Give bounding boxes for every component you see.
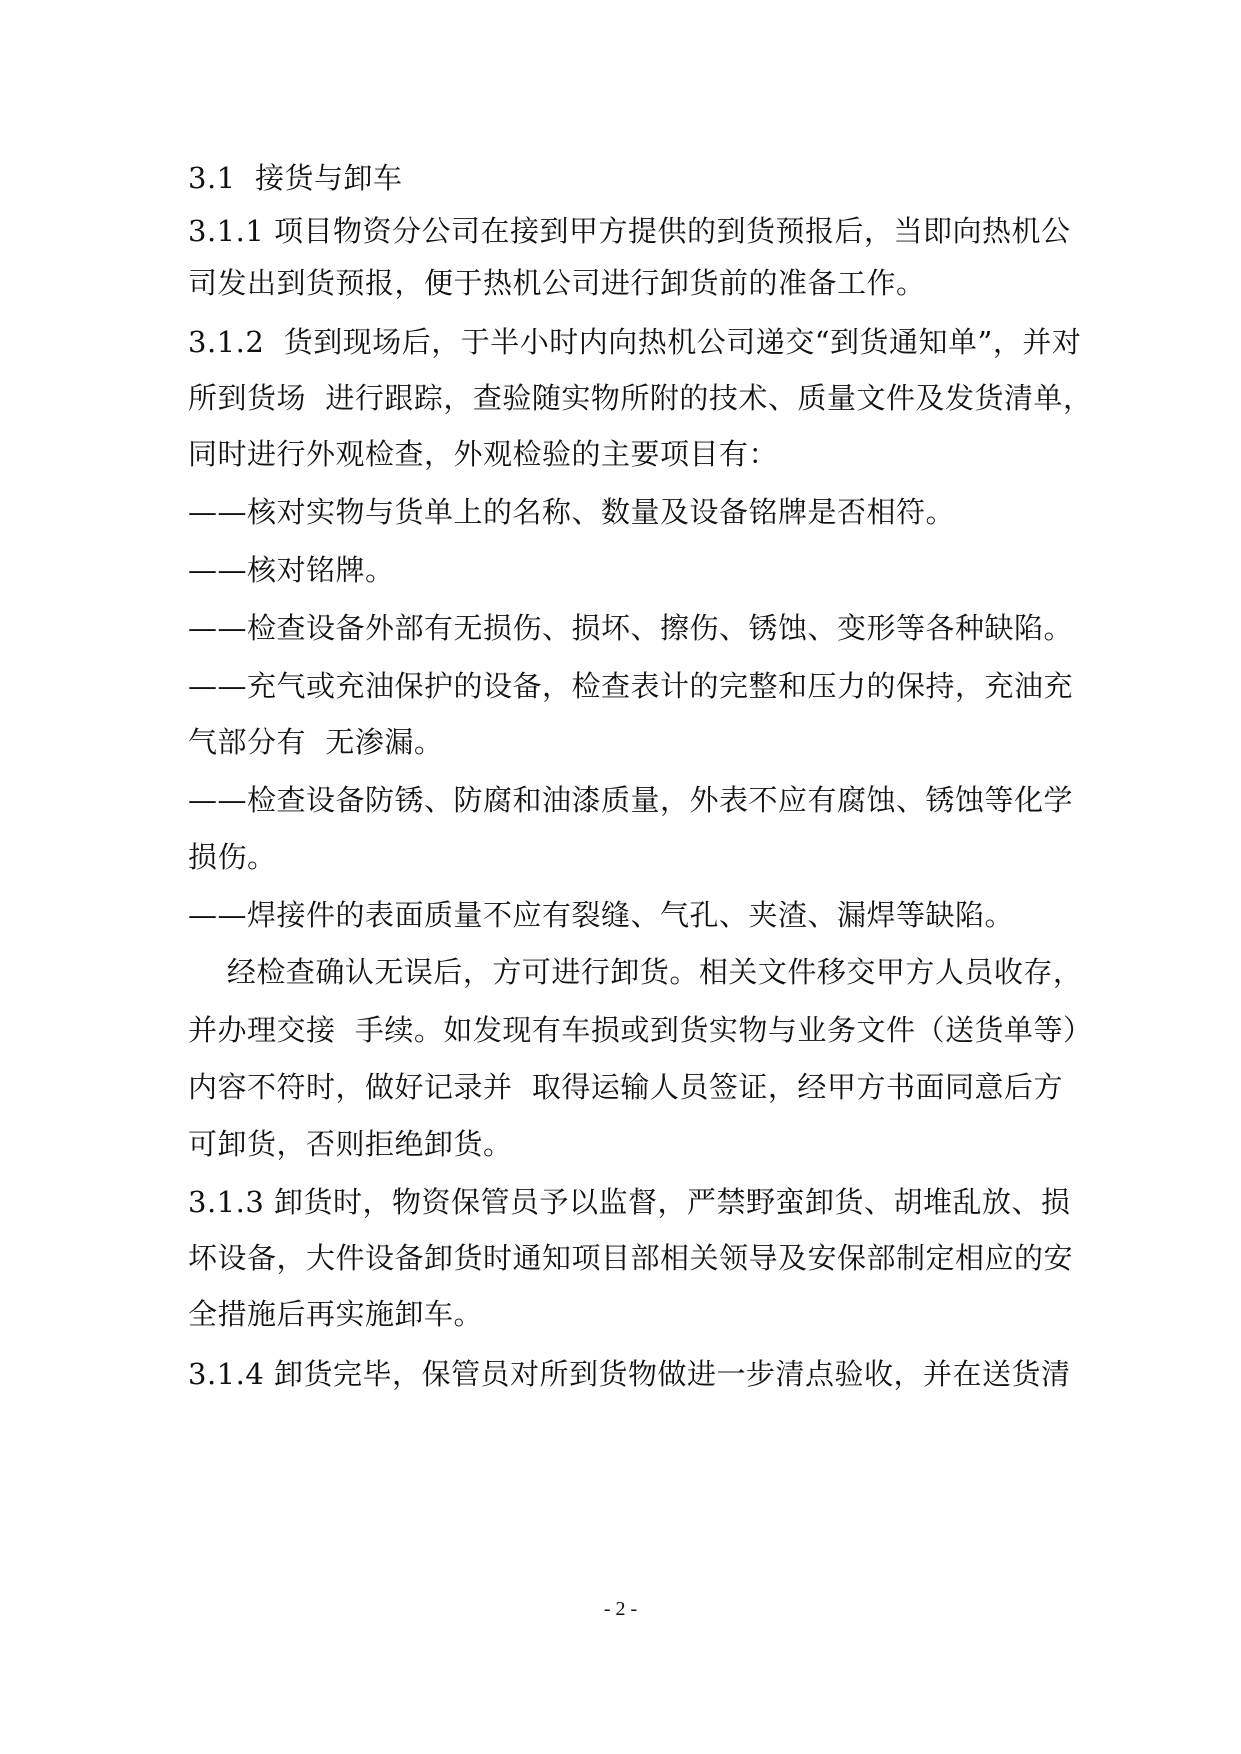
list-item: ——核对实物与货单上的名称、数量及设备铭牌是否相符。 [188,495,956,529]
paragraph-line: 3.1.4 卸货完毕，保管员对所到货物做进一步清点验收，并在送货清 [188,1357,1071,1391]
list-item-continuation: 气部分有 无渗漏。 [188,725,444,759]
paragraph-line: 3.1.1 项目物资分公司在接到甲方提供的到货预报后，当即向热机公 [188,214,1071,248]
list-item: ——检查设备防锈、防腐和油漆质量，外表不应有腐蚀、锈蚀等化学 [188,783,1074,817]
paragraph-line: 坏设备，大件设备卸货时通知项目部相关领导及安保部制定相应的安 [188,1241,1074,1275]
section-heading: 3.1 接货与卸车 [188,161,403,195]
paragraph-line: 经检查确认无误后，方可进行卸货。相关文件移交甲方人员收存， [188,955,1083,989]
paragraph-line: 所到货场 进行跟踪，查验随实物所附的技术、质量文件及发货清单， [188,381,1093,415]
paragraph-line: 内容不符时，做好记录并 取得运输人员签证，经甲方书面同意后方 [188,1070,1063,1104]
paragraph-line: 3.1.3 卸货时，物资保管员予以监督，严禁野蛮卸货、胡堆乱放、损 [188,1185,1071,1219]
paragraph-line: 可卸货，否则拒绝卸货。 [188,1127,513,1161]
paragraph-line: 全措施后再实施卸车。 [188,1297,484,1331]
paragraph-line: 同时进行外观检查，外观检验的主要项目有： [188,437,779,471]
list-item-continuation: 损伤。 [188,840,277,874]
paragraph-line: 司发出到货预报，便于热机公司进行卸货前的准备工作。 [188,266,926,300]
list-item: ——焊接件的表面质量不应有裂缝、气孔、夹渣、漏焊等缺陷。 [188,898,1015,932]
paragraph-line: 并办理交接 手续。如发现有车损或到货实物与业务文件（送货单等） [188,1013,1093,1047]
page-number: - 2 - [603,1598,638,1620]
list-item: ——核对铭牌。 [188,553,395,587]
list-item: ——检查设备外部有无损伤、损坏、擦伤、锈蚀、变形等各种缺陷。 [188,611,1074,645]
paragraph-line: 3.1.2 货到现场后，于半小时内向热机公司递交“到货通知单”，并对 [188,325,1082,359]
list-item: ——充气或充油保护的设备，检查表计的完整和压力的保持，充油充 [188,669,1074,703]
